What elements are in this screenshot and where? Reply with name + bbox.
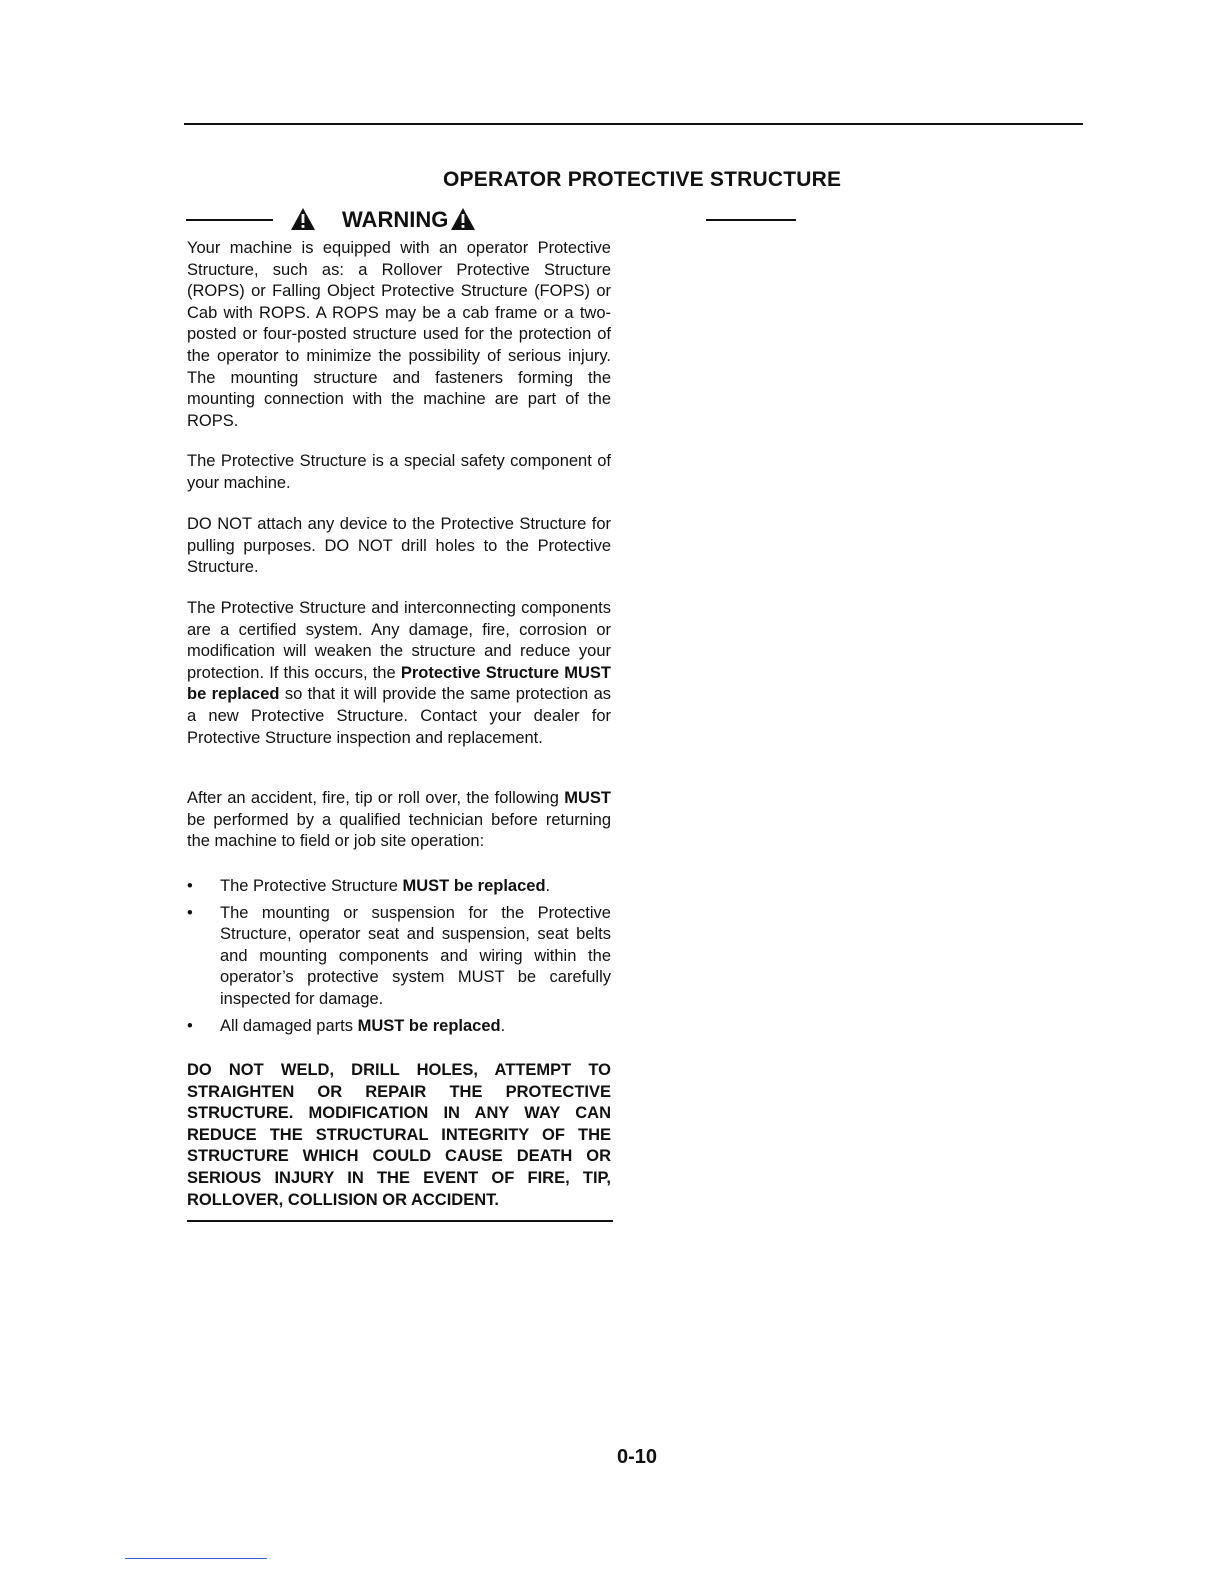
list-item xyxy=(187,1016,611,1038)
paragraph-after-accident xyxy=(187,788,611,853)
caution-paragraph: DO NOT WELD, DRILL HOLES, ATTEMPT TO STRAIGHTEN OR REPAIR THE PROTECTIVE STRUCTURE. MODIFICATION IN ANY WAY CAN REDUCE THE STRUCTURAL INTEGRITY OF THE STRUCTURE WHICH COULD CAUSE DEATH OR SERIOUS INJURY IN THE EVENT OF FIRE, TIP, ROLLOVER, COLLISION OR ACCIDENT. xyxy=(187,1061,611,1209)
list-item-text: The mounting or suspension for the Protective Structure, operator seat and suspension, seat belts and mounting components and wiring within the operator’s protective system MUST be carefully inspected for damage. xyxy=(220,903,611,1008)
emphasis-text: Protective Structure MUST be replaced xyxy=(187,663,612,704)
paragraph-text: After an accident, fire, tip or roll over, the following xyxy=(187,789,565,807)
warning-header xyxy=(186,204,610,236)
list-item-text: All damaged parts xyxy=(220,1016,358,1035)
list-item xyxy=(187,903,611,1011)
paragraph-text: be performed by a qualified technician before returning the machine to field or job site operation: xyxy=(187,810,611,851)
warning-label: WARNING xyxy=(342,207,449,232)
paragraph-text: so that it will provide the same protection as a new Protective Structure. Contact your dealer for Protective Structure inspection and replacement. xyxy=(187,685,611,747)
paragraph-rops-description: Your machine is equipped with an operator Protective Structure, such as: a Rollover Protective Structure (ROPS) or Falling Object Protective Structure (FOPS) or Cab with ROPS. A ROPS may be a cab frame or a two-posted or four-posted structure used for the protection of the operator to minimize the possibility of serious injury. The mounting structure and fasteners forming the mounting connection with the machine are part of the ROPS. xyxy=(187,239,611,430)
emphasis-text: MUST xyxy=(564,789,611,807)
warning-dash-left xyxy=(186,219,273,221)
list-item-text: . xyxy=(500,1016,506,1035)
warning-dash-right xyxy=(706,219,796,221)
paragraph-do-not-attach: DO NOT attach any device to the Protective Structure for pulling purposes. DO NOT drill holes to the Protective Structure. xyxy=(187,515,611,577)
list-item-text: The Protective Structure xyxy=(220,877,403,895)
emphasis-text: MUST be replaced xyxy=(357,1016,501,1035)
warning-triangle-icon xyxy=(450,207,476,231)
paragraph-safety-component: The Protective Structure is a special safety component of your machine. xyxy=(187,452,611,492)
bottom-rule xyxy=(187,1220,613,1222)
paragraph-certified-system xyxy=(187,598,611,749)
footer-link-underline xyxy=(125,1558,267,1559)
warning-triangle-icon xyxy=(290,207,316,231)
page-number: 0-10 xyxy=(617,1446,658,1468)
inspection-list xyxy=(187,876,611,1042)
list-item-text: . xyxy=(545,877,551,895)
paragraph-text: The Protective Structure and interconnecting components are a certified system. Any damage, fire, corrosion or modification will weaken the structure and reduce your protection. If this occurs, the xyxy=(187,599,611,682)
page-title: OPERATOR PROTECTIVE STRUCTURE xyxy=(443,168,842,191)
emphasis-text: MUST be replaced xyxy=(402,877,546,895)
top-rule xyxy=(184,123,1083,125)
list-item xyxy=(187,876,611,898)
